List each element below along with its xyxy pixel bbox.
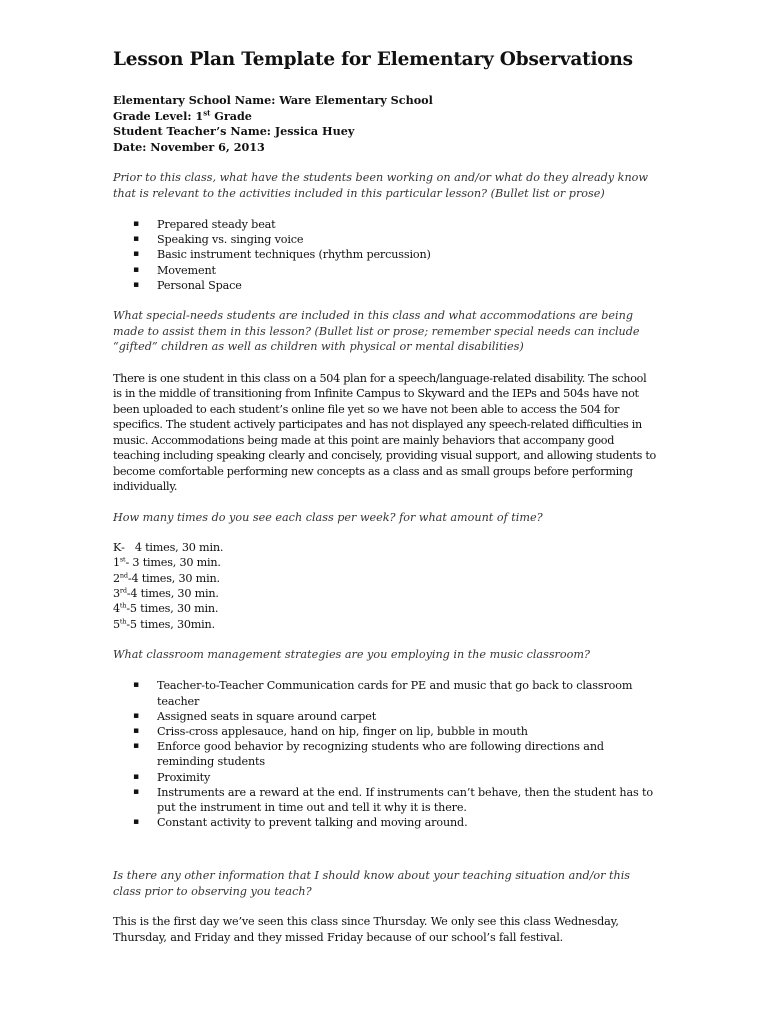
bullet-icon: ▪ bbox=[133, 710, 139, 721]
other-info-answer: This is the first day we’ve seen this class since Thursday. We only see this class Wednesday, Thursday, and Friday and they missed Friday because of our school’s fall festival. bbox=[113, 915, 619, 944]
bullet-icon: ▪ bbox=[133, 680, 139, 691]
bullet-icon: ▪ bbox=[133, 771, 139, 782]
list-item bbox=[113, 232, 658, 247]
list-item-text: Teacher-to-Teacher Communication cards for PE and music that go back to classroom teacher bbox=[157, 679, 633, 708]
list-item-text: Instruments are a reward at the end. If instruments can’t behave, then the student has to put the instrument in time out and tell it why it is there. bbox=[157, 785, 653, 814]
prior-knowledge-list bbox=[113, 217, 658, 293]
other-info-question: Is there any other information that I should know about your teaching situation and/or this class prior to observing you teach? bbox=[113, 869, 631, 898]
school-name: Elementary School Name: Ware Elementary School bbox=[113, 93, 433, 107]
list-item bbox=[113, 278, 658, 293]
bullet-icon: ▪ bbox=[133, 249, 139, 260]
class-frequency-question: How many times do you see each class per week? for what amount of time? bbox=[113, 510, 543, 524]
special-needs-question: What special-needs students are included in this class and what accommodations are being made to assist them in this lesson? (Bullet list or prose; remember special needs can include “gifted” children as well as children with physical or mental disabilities) bbox=[113, 309, 640, 354]
classroom-management-list bbox=[113, 678, 658, 830]
list-item bbox=[113, 785, 658, 815]
prior-knowledge-question: Prior to this class, what have the students been working on and/or what do they already know that is relevant to the activities included in this particular lesson? (Bullet list or prose) bbox=[113, 171, 648, 200]
document-title: Lesson Plan Template for Elementary Observations bbox=[113, 49, 633, 70]
list-item-text: Proximity bbox=[157, 770, 211, 784]
list-item-text: Movement bbox=[157, 263, 216, 277]
list-item bbox=[113, 739, 658, 769]
document-content bbox=[113, 48, 658, 945]
bullet-icon: ▪ bbox=[133, 741, 139, 752]
lesson-info bbox=[113, 93, 658, 155]
list-item bbox=[113, 217, 658, 232]
list-item bbox=[113, 724, 658, 739]
classroom-management-question: What classroom management strategies are you employing in the music classroom? bbox=[113, 647, 590, 661]
list-item bbox=[113, 678, 658, 708]
bullet-icon: ▪ bbox=[133, 264, 139, 275]
schedule-row: 2nd-4 times, 30 min. bbox=[113, 570, 220, 585]
grade-level: Grade Level: 1st Grade bbox=[113, 107, 252, 123]
bullet-icon: ▪ bbox=[133, 725, 139, 736]
bullet-icon: ▪ bbox=[133, 279, 139, 290]
list-item-text: Criss-cross applesauce, hand on hip, finger on lip, bubble in mouth bbox=[157, 724, 528, 738]
lesson-date: Date: November 6, 2013 bbox=[113, 139, 265, 154]
schedule-row: 1st- 3 times, 30 min. bbox=[113, 555, 221, 570]
list-item-text: Constant activity to prevent talking and moving around. bbox=[157, 816, 468, 830]
special-needs-answer: There is one student in this class on a 504 plan for a speech/language-related disability. The school is in the middle of transitioning from Infinite Campus to Skyward and the IEPs and 504s have not been uploaded to each student’s online file yet so we have not been able to access the 504 for specifics. The student actively participates and has not displayed any speech-related difficulties in music. Accommodations being made at this point are mainly behaviors that accompany good teaching including speaking clearly and concisely, providing visual support, and allowing students to become comfortable performing new concepts as a class and as small groups before performing individually. bbox=[113, 371, 656, 494]
list-item-text: Enforce good behavior by recognizing students who are following directions and reminding students bbox=[157, 740, 604, 769]
list-item-text: Personal Space bbox=[157, 278, 242, 292]
list-item-text: Speaking vs. singing voice bbox=[157, 233, 304, 247]
list-item bbox=[113, 263, 658, 278]
bullet-icon: ▪ bbox=[133, 817, 139, 828]
list-item bbox=[113, 815, 658, 830]
bullet-icon: ▪ bbox=[133, 219, 139, 229]
bullet-icon: ▪ bbox=[133, 234, 139, 245]
list-item-text: Assigned seats in square around carpet bbox=[157, 709, 377, 723]
schedule-row: K- 4 times, 30 min. bbox=[113, 541, 224, 555]
list-item bbox=[113, 770, 658, 785]
list-item bbox=[113, 247, 658, 262]
class-schedule bbox=[113, 540, 658, 632]
bullet-icon: ▪ bbox=[133, 786, 139, 797]
list-item bbox=[113, 709, 658, 724]
list-item-text: Prepared steady beat bbox=[157, 218, 276, 231]
student-teacher-name: Student Teacher’s Name: Jessica Huey bbox=[113, 124, 355, 138]
list-item-text: Basic instrument techniques (rhythm percussion) bbox=[157, 248, 431, 262]
schedule-row: 5th-5 times, 30min. bbox=[113, 616, 215, 631]
schedule-row: 4th-5 times, 30 min. bbox=[113, 601, 219, 616]
schedule-row: 3rd-4 times, 30 min. bbox=[113, 586, 219, 600]
